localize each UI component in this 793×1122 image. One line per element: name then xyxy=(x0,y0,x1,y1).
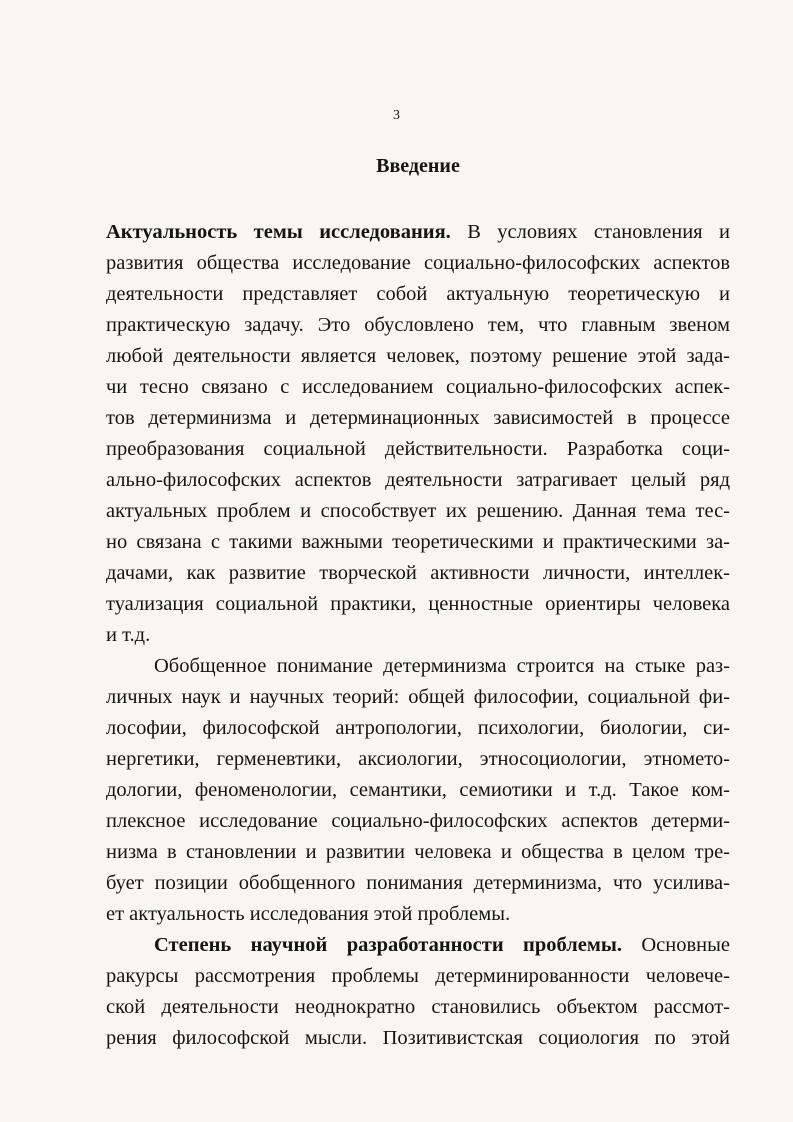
text-line: но связана с такими важными теоретическими и практическими за- xyxy=(106,531,730,553)
text-line: ет актуальность исследования этой проблемы. xyxy=(106,903,511,925)
bold-lead: Актуальность темы исследования. xyxy=(106,221,451,243)
text-line: дачами, как развитие творческой активности личности, интеллек- xyxy=(106,562,730,584)
text-line: Обобщенное понимание детерминизма строится на стыке раз- xyxy=(154,655,730,677)
text-line: развития общества исследование социально-философских аспектов xyxy=(106,252,730,274)
text-line: нергетики, герменевтики, аксиологии, этносоциологии, этномето- xyxy=(106,748,730,770)
text-line: практическую задачу. Это обусловлено тем, что главным звеном xyxy=(106,314,730,336)
page-number: 3 xyxy=(393,108,400,123)
text-line: низма в становлении и развитии человека и общества в целом тре- xyxy=(106,841,730,863)
text-line: преобразования социальной действительности. Разработка соци- xyxy=(106,438,730,460)
section-heading: Введение xyxy=(376,155,460,177)
text-line: любой деятельности является человек, поэтому решение этой зада- xyxy=(106,345,730,367)
text-line: ской деятельности неоднократно становились объектом рассмот- xyxy=(106,996,730,1018)
text-line: плексное исследование социально-философских аспектов детерми- xyxy=(106,810,730,832)
text-line: лософии, философской антропологии, психологии, биологии, си- xyxy=(106,717,730,739)
text-line: ально-философских аспектов деятельности затрагивает целый ряд xyxy=(106,469,730,491)
bold-lead: Степень научной разработанности проблемы. xyxy=(154,934,622,956)
text-line: ракурсы рассмотрения проблемы детерминированности человече- xyxy=(106,965,730,987)
line-text: Основные xyxy=(621,934,730,956)
text-line xyxy=(106,219,730,245)
text-line: дологии, феноменологии, семантики, семиотики и т.д. Такое ком- xyxy=(106,779,730,801)
text-line: туализация социальной практики, ценностные ориентиры человека xyxy=(106,593,730,615)
text-line: и т.д. xyxy=(106,624,151,646)
text-line: рения философской мысли. Позитивистская социология по этой xyxy=(106,1027,730,1049)
text-line: тов детерминизма и детерминационных зависимостей в процессе xyxy=(106,407,730,429)
text-line: чи тесно связано с исследованием социально-философских аспек- xyxy=(106,376,730,398)
text-line: актуальных проблем и способствует их решению. Данная тема тес- xyxy=(106,500,730,522)
text-line xyxy=(154,932,730,958)
line-text: В условиях становления и xyxy=(450,221,730,243)
text-line: бует позиции обобщенного понимания детерминизма, что усилива- xyxy=(106,872,730,894)
text-line: деятельности представляет собой актуальную теоретическую и xyxy=(106,283,730,305)
text-line: личных наук и научных теорий: общей философии, социальной фи- xyxy=(106,686,730,708)
